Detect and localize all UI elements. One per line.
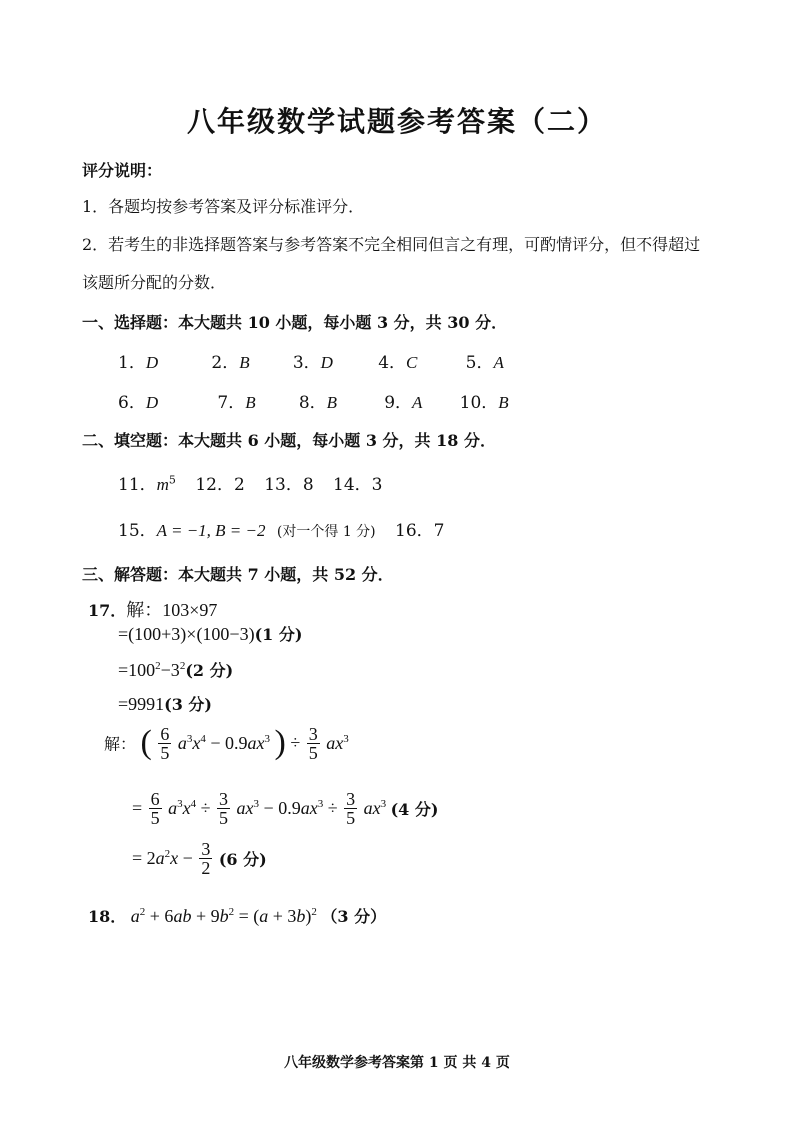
- q18-label: 18．: [88, 907, 127, 926]
- q17-step3-score: (3 分): [164, 695, 213, 714]
- page-footer: 八年级数学参考答案第 1 页 共 4 页: [284, 1055, 510, 1071]
- q17-step2-exp1: 2: [155, 660, 161, 672]
- q17-step2-base1: =100: [118, 660, 156, 680]
- q18-line: [88, 904, 386, 927]
- fraction-6-5: $\frac{6}{5}$: [150, 789, 160, 828]
- scoring-note-2-line-1: 2．若考生的非选择题答案与参考答案不完全相同但言之有理，可酌情评分，但不得超过: [82, 235, 701, 254]
- q17b-score-2: (6 分): [218, 850, 267, 869]
- q17b-line-3: = $2a^2x$ − $\frac{3}{2}$ (6 分): [132, 839, 267, 878]
- section2-heading: 二、填空题：本大题共 6 小题，每小题 3 分，共 18 分．: [82, 431, 496, 450]
- choice-row-1: [118, 348, 526, 373]
- q17b-score-1: (4 分): [390, 800, 439, 819]
- fill-q13: 13．8: [264, 475, 314, 495]
- choice-item: 7．B: [217, 393, 256, 413]
- choice-item: 8．B: [298, 393, 338, 413]
- q17-expression: 解：103×97: [126, 600, 218, 620]
- fill-q14: 14．3: [333, 475, 383, 495]
- section1-heading: 一、选择题：本大题共 10 小题，每小题 3 分，共 30 分．: [82, 313, 508, 332]
- fraction-6-5: $\frac{6}{5}$: [160, 723, 170, 763]
- q17-step2-exp2: 2: [179, 660, 186, 672]
- fill-q12: 12．2: [195, 475, 245, 495]
- fraction-3-5: $\frac{3}{5}$: [346, 789, 356, 828]
- q17-step-2: [118, 658, 233, 681]
- q17b-line-2: = $\frac{6}{5}$ $a^3x^4$ ÷ $\frac{3}{5}$ $ax^3 - 0.9ax^3$ ÷ $\frac{3}{5}$ $ax^3$ (4 分): [132, 789, 439, 828]
- left-paren: (: [140, 724, 152, 761]
- choice-item: 9．A: [384, 393, 423, 413]
- q17b-jie: 解：: [104, 734, 137, 754]
- fraction-3-2: $\frac{3}{2}$: [201, 839, 211, 878]
- scoring-note-2-line-2: 该题所分配的分数．: [82, 273, 227, 292]
- fill-row-1: [118, 470, 383, 495]
- fraction-3-5: $\frac{3}{5}$: [308, 723, 318, 763]
- choice-item: 10．B: [459, 393, 509, 413]
- choice-item: 5．A: [465, 353, 504, 373]
- q17-label: 17．: [88, 601, 127, 620]
- fraction-3-5: $\frac{3}{5}$: [219, 789, 229, 828]
- fill-row-2: [118, 516, 445, 541]
- fill-q11: 11．$m^5$: [118, 473, 176, 495]
- q17-step-3: [118, 692, 212, 715]
- fill-q15-number: 15．: [118, 521, 157, 541]
- q17b-term-1: $a^3x^4 - 0.9ax^3$: [177, 732, 270, 753]
- q17-step3-expr: =9991: [118, 694, 165, 714]
- choice-item: 6．D: [118, 393, 159, 413]
- q17-step-1: [118, 622, 302, 645]
- choice-item: 4．C: [378, 353, 418, 373]
- section3-heading: 三、解答题：本大题共 7 小题，共 52 分．: [82, 565, 394, 584]
- fill-q16: 16．7: [395, 521, 445, 541]
- q17-step2-base2: −3: [160, 660, 180, 680]
- q18-score: （3 分）: [321, 907, 387, 926]
- choice-row-2: [118, 388, 520, 413]
- right-paren: ): [274, 724, 286, 761]
- choice-item: 2．B: [211, 353, 250, 373]
- q17-step2-score: (2 分): [185, 661, 234, 680]
- scoring-note-1: 1．各题均按参考答案及评分标准评分．: [82, 197, 365, 216]
- q17-step1-score: (1 分): [254, 625, 303, 644]
- q17b-line-1: 解： ( $\frac{6}{5}$ $a^3x^4 - 0.9ax^3$ ) ÷ $\frac{3}{5}$ $ax^3$: [104, 723, 349, 763]
- q17-step1-expr: =(100+3)×(100−3): [118, 624, 255, 644]
- fill-q15-answer: A = −1, B = −2: [156, 521, 266, 540]
- page-title: 八年级数学试题参考答案（二）: [186, 105, 607, 138]
- scoring-notes-heading: 评分说明：: [82, 161, 163, 180]
- fill-q15-note: (对一个得 1 分): [276, 524, 376, 540]
- q18-expression: $a^2 + 6ab + 9b^2 = (a + 3b)^2$: [130, 906, 317, 926]
- choice-item: 3．D: [292, 353, 333, 373]
- q17-line-0: [88, 596, 217, 622]
- choice-item: 1．D: [118, 353, 159, 373]
